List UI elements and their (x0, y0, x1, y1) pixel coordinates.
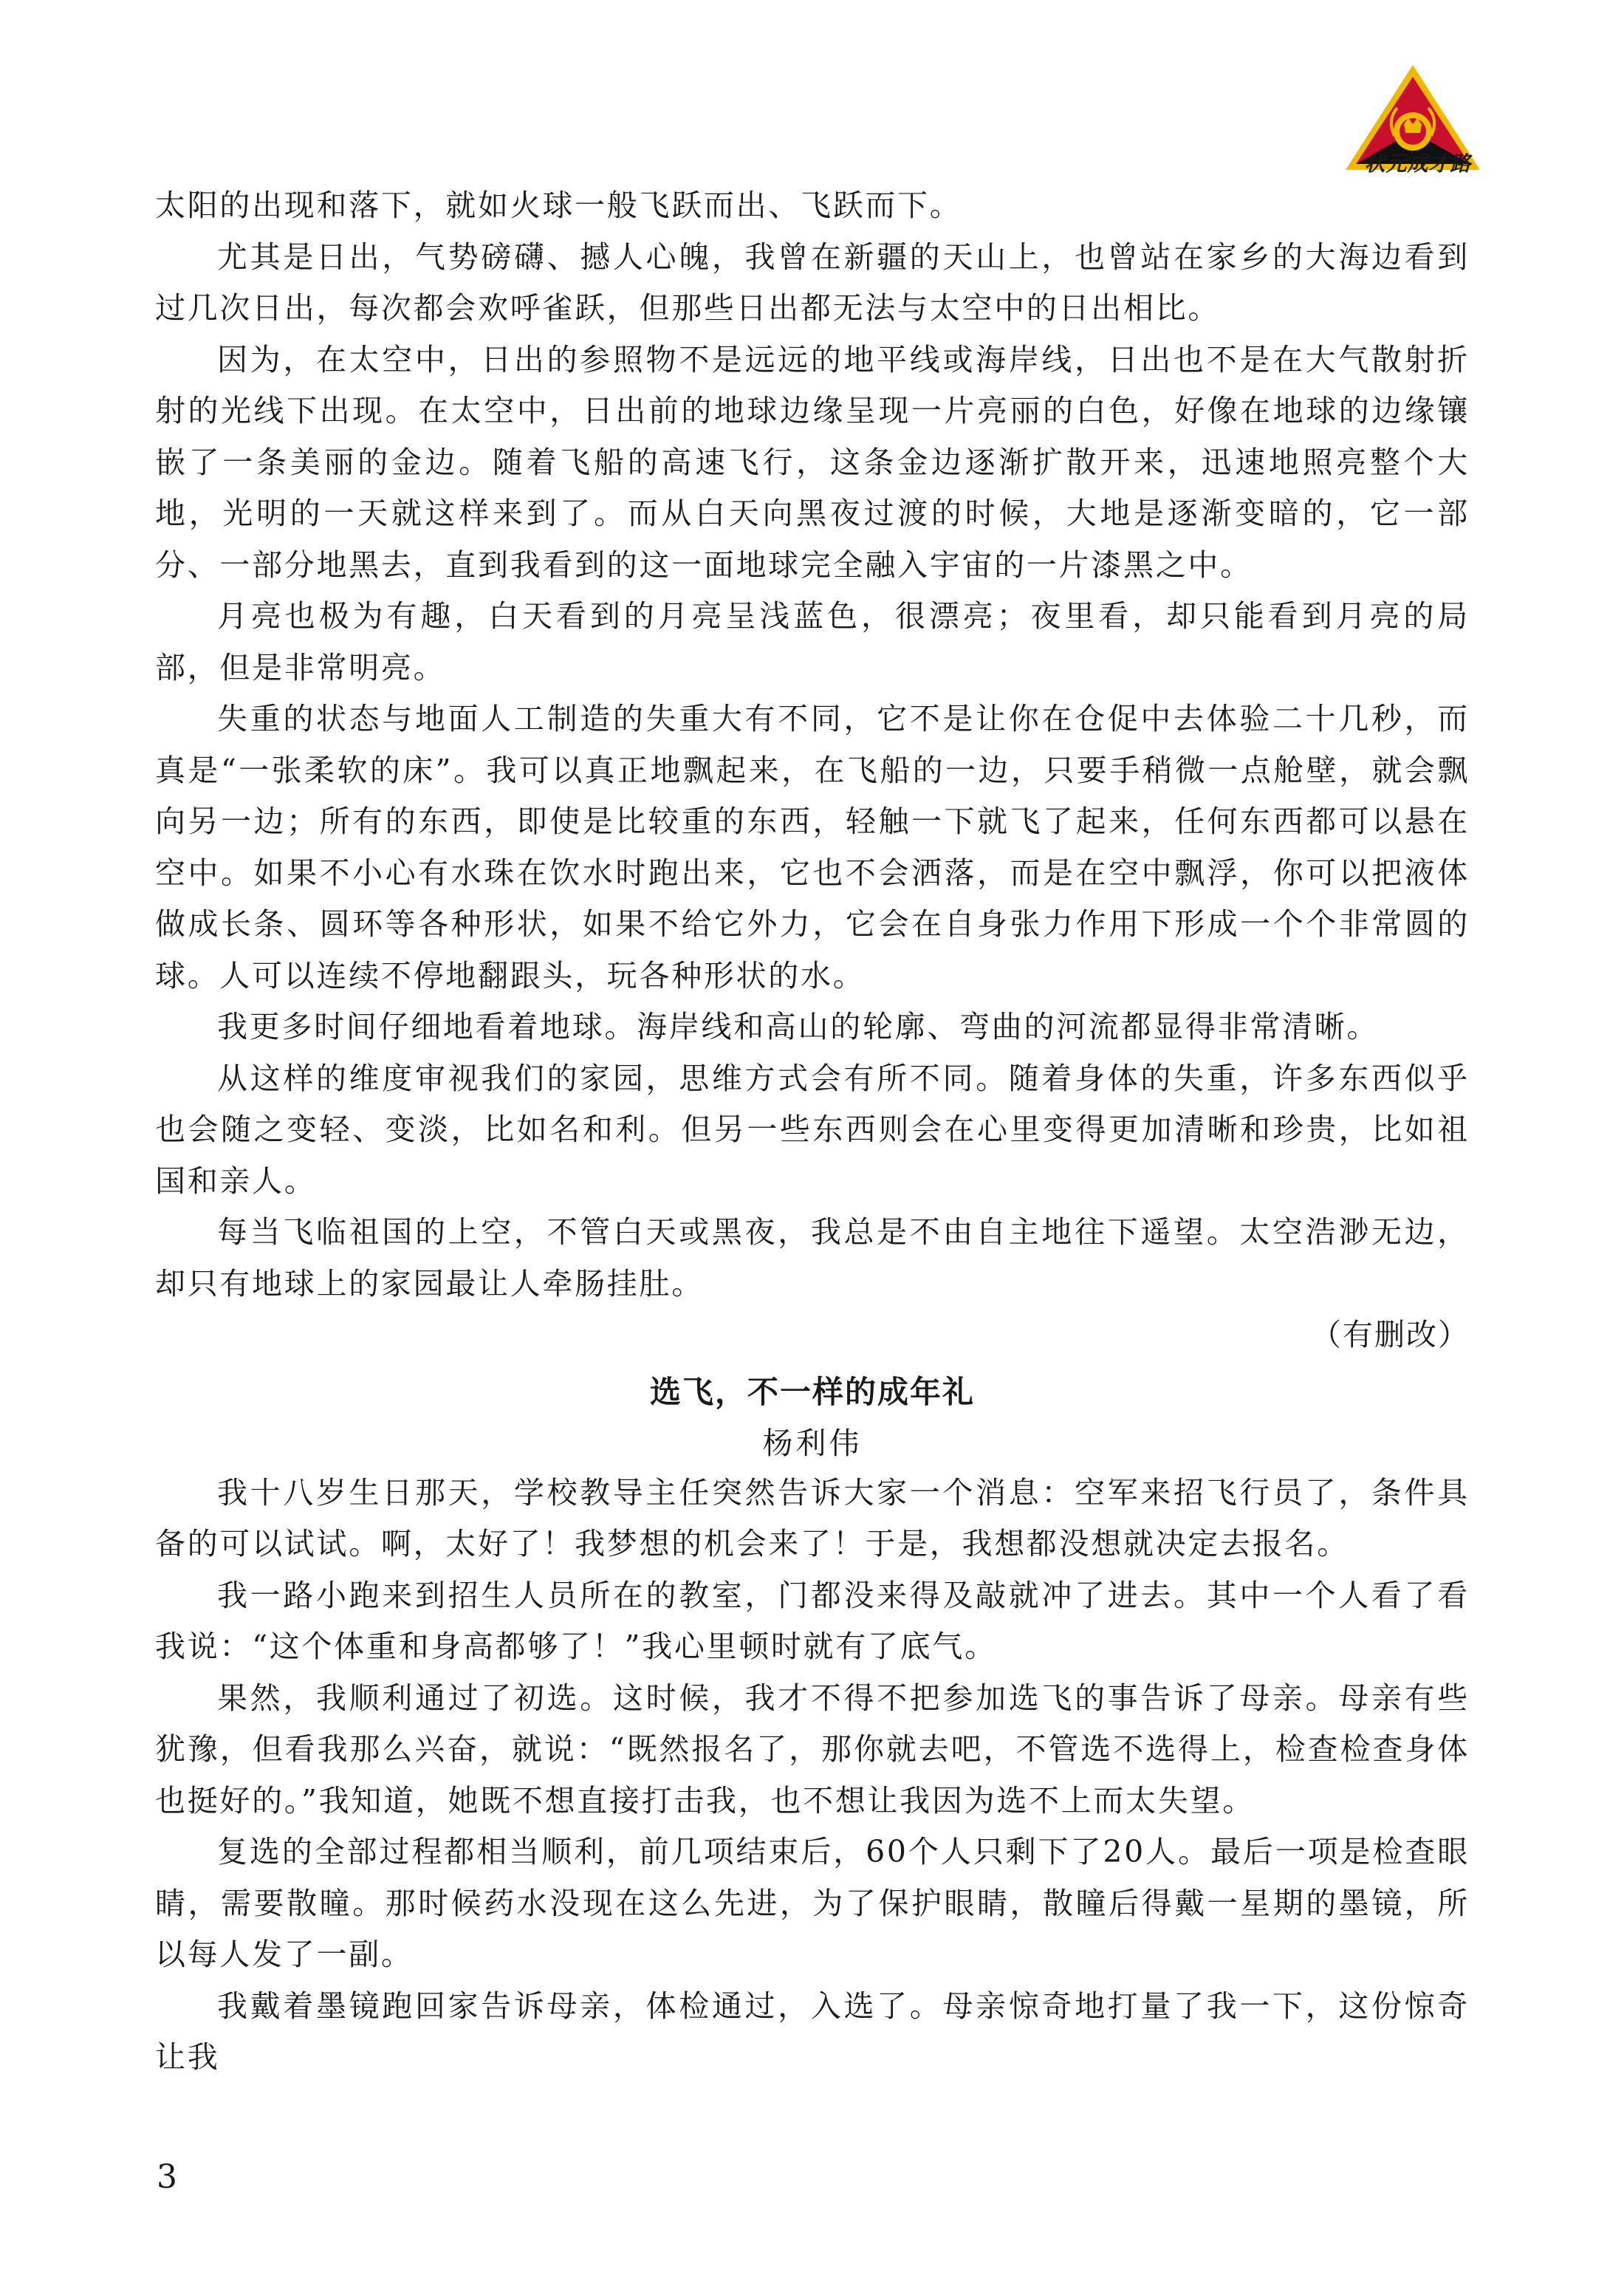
page-content (155, 180, 1470, 2084)
page-number: 3 (157, 2158, 177, 2196)
article2-title: 选飞，不一样的成年礼 (649, 1373, 975, 1410)
article2-paragraph: 我一路小跑来到招生人员所在的教室，门都没来得及敲就冲了进去。其中一个人看了看我说：“这个体重和身高都够了！”我心里顿时就有了底气。 (155, 1577, 1470, 1664)
article1-paragraph: 太阳的出现和落下，就如火球一般飞跃而出、飞跃而下。 (155, 188, 962, 223)
article2-paragraph: 我戴着墨镜跑回家告诉母亲，体检通过，入选了。母亲惊奇地打量了我一下，这份惊奇让我 (155, 1988, 1470, 2075)
article1-paragraph: 失重的状态与地面人工制造的失重大有不同，它不是让你在仓促中去体验二十几秒，而真是“一张柔软的床”。我可以真正地飘起来，在飞船的一边，只要手稍微一点舱壁，就会飘向另一边；所有的东西，即使是比较重的东西，轻触一下就飞了起来，任何东西都可以悬在空中。如果不小心有水珠在饮水时跑出来，它也不会洒落，而是在空中飘浮，你可以把液体做成长条、圆环等各种形状，如果不给它外力，它会在自身张力作用下形成一个个非常圆的球。人可以连续不停地翻跟头，玩各种形状的水。 (155, 701, 1470, 993)
article2-paragraph: 我十八岁生日那天，学校教导主任突然告诉大家一个消息：空军来招飞行员了，条件具备的可以试试。啊，太好了！我梦想的机会来了！于是，我想都没想就决定去报名。 (155, 1474, 1470, 1561)
article1-paragraph: 尤其是日出，气势磅礴、撼人心魄，我曾在新疆的天山上，也曾站在家乡的大海边看到过几次日出，每次都会欢呼雀跃，但那些日出都无法与太空中的日出相比。 (155, 239, 1470, 326)
article1-paragraph: 每当飞临祖国的上空，不管白天或黑夜，我总是不由自主地往下遥望。太空浩渺无边，却只有地球上的家园最让人牵肠挂肚。 (155, 1214, 1470, 1301)
article1-paragraph: 因为，在太空中，日出的参照物不是远远的地平线或海岸线，日出也不是在大气散射折射的光线下出现。在太空中，日出前的地球边缘呈现一片亮丽的白色，好像在地球的边缘镶嵌了一条美丽的金边。随着飞船的高速飞行，这条金边逐渐扩散开来，迅速地照亮整个大地，光明的一天就这样来到了。而从白天向黑夜过渡的时候，大地是逐渐变暗的，它一部分、一部分地黑去，直到我看到的这一面地球完全融入宇宙的一片漆黑之中。 (155, 341, 1470, 583)
article1-paragraph: 我更多时间仔细地看着地球。海岸线和高山的轮廓、弯曲的河流都显得非常清晰。 (217, 1009, 1380, 1044)
edit-note: （有删改） (1311, 1317, 1470, 1352)
article2-paragraph: 复选的全部过程都相当顺利，前几项结束后，60个人只剩下了20人。最后一项是检查眼睛，需要散瞳。那时候药水没现在这么先进，为了保护眼睛，散瞳后得戴一星期的墨镜，所以每人发了一副。 (155, 1834, 1470, 1972)
logo-text: 状元成才路 (1364, 151, 1472, 176)
article1-paragraph: 从这样的维度审视我们的家园，思维方式会有所不同。随着身体的失重，许多东西似乎也会随之变轻、变淡，比如名和利。但另一些东西则会在心里变得更加清晰和珍贵，比如祖国和亲人。 (155, 1060, 1470, 1199)
article2-paragraph: 果然，我顺利通过了初选。这时候，我才不得不把参加选飞的事告诉了母亲。母亲有些犹豫，但看我那么兴奋，就说：“既然报名了，那你就去吧，不管选不选得上，检查检查身体也挺好的。”我知道，她既不想直接打击我，也不想让我因为选不上而太失望。 (155, 1680, 1470, 1818)
article1-paragraph: 月亮也极为有趣，白天看到的月亮呈浅蓝色，很漂亮；夜里看，却只能看到月亮的局部，但是非常明亮。 (155, 598, 1470, 685)
article2-author: 杨利伟 (762, 1425, 863, 1461)
